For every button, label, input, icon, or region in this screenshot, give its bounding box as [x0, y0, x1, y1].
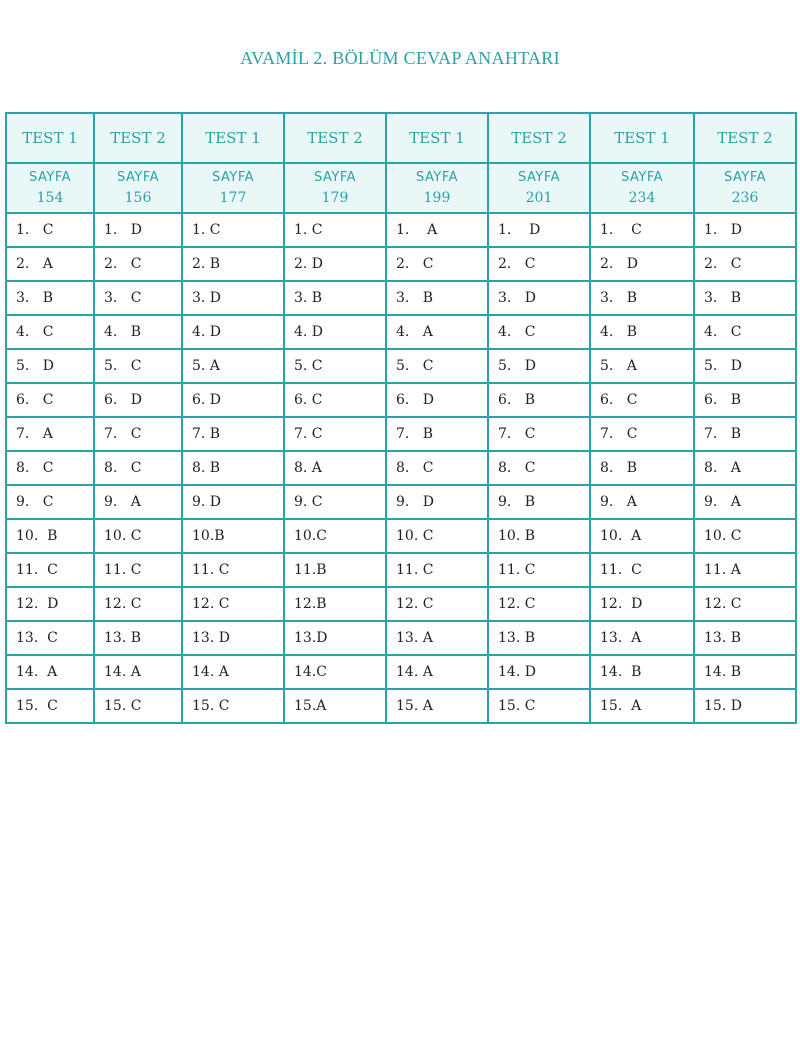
answer-cell: 8. B	[182, 451, 284, 485]
answer-cell: 1. A	[386, 213, 488, 247]
answer-cell: 7. A	[6, 417, 94, 451]
test-header-row	[6, 113, 796, 163]
test-label: TEST 2	[94, 113, 182, 163]
table-row	[6, 417, 796, 451]
answer-cell: 4. D	[182, 315, 284, 349]
answer-cell: 12. C	[694, 587, 796, 621]
answer-cell: 4. C	[6, 315, 94, 349]
page-number: 236	[731, 190, 759, 206]
page-number: 154	[36, 190, 64, 206]
answer-cell: 13. A	[386, 621, 488, 655]
answer-key-table	[5, 112, 797, 724]
answer-cell: 13.D	[284, 621, 386, 655]
test-label: TEST 2	[284, 113, 386, 163]
table-row	[6, 587, 796, 621]
answer-cell: 13. A	[590, 621, 694, 655]
page-header-cell	[386, 163, 488, 213]
answer-cell: 7. C	[94, 417, 182, 451]
answer-cell: 6. C	[590, 383, 694, 417]
table-row	[6, 655, 796, 689]
answer-cell: 14. B	[694, 655, 796, 689]
answer-cell: 12. C	[94, 587, 182, 621]
answer-cell: 12. D	[590, 587, 694, 621]
answer-cell: 10. B	[6, 519, 94, 553]
answer-cell: 15. D	[694, 689, 796, 723]
sayfa-label: SAYFA	[724, 170, 766, 185]
page-number: 156	[124, 190, 152, 206]
sayfa-label: SAYFA	[518, 170, 560, 185]
answer-cell: 3. D	[182, 281, 284, 315]
answer-cell: 9. C	[6, 485, 94, 519]
table-row	[6, 383, 796, 417]
answer-cell: 2. B	[182, 247, 284, 281]
page-header-cell	[182, 163, 284, 213]
answer-cell: 12.B	[284, 587, 386, 621]
answer-cell: 5. D	[6, 349, 94, 383]
answer-cell: 2. D	[284, 247, 386, 281]
answer-rows	[6, 213, 796, 723]
answer-cell: 12. C	[386, 587, 488, 621]
answer-cell: 7. B	[182, 417, 284, 451]
table-row	[6, 689, 796, 723]
answer-cell: 3. D	[488, 281, 590, 315]
test-label: TEST 1	[6, 113, 94, 163]
page-title: AVAMİL 2. BÖLÜM CEVAP ANAHTARI	[240, 48, 560, 68]
answer-cell: 8. B	[590, 451, 694, 485]
page-header-cell	[488, 163, 590, 213]
answer-cell: 8. A	[284, 451, 386, 485]
answer-cell: 5. C	[94, 349, 182, 383]
answer-cell: 7. B	[386, 417, 488, 451]
answer-cell: 7. C	[284, 417, 386, 451]
table-row	[6, 315, 796, 349]
answer-cell: 5. A	[590, 349, 694, 383]
answer-cell: 14. B	[590, 655, 694, 689]
answer-cell: 15.A	[284, 689, 386, 723]
answer-cell: 3. B	[694, 281, 796, 315]
answer-cell: 11. C	[590, 553, 694, 587]
answer-cell: 14. A	[386, 655, 488, 689]
answer-cell: 1. C	[182, 213, 284, 247]
answer-cell: 3. B	[284, 281, 386, 315]
answer-cell: 1. D	[94, 213, 182, 247]
answer-cell: 6. D	[94, 383, 182, 417]
table-row	[6, 213, 796, 247]
answer-cell: 7. C	[590, 417, 694, 451]
answer-cell: 6. C	[284, 383, 386, 417]
table-row	[6, 349, 796, 383]
answer-cell: 11. C	[386, 553, 488, 587]
answer-cell: 15. C	[6, 689, 94, 723]
answer-cell: 2. C	[386, 247, 488, 281]
answer-cell: 9. A	[694, 485, 796, 519]
answer-cell: 8. C	[488, 451, 590, 485]
answer-cell: 2. D	[590, 247, 694, 281]
answer-cell: 5. C	[386, 349, 488, 383]
answer-cell: 6. D	[182, 383, 284, 417]
answer-cell: 13. C	[6, 621, 94, 655]
answer-cell: 13. D	[182, 621, 284, 655]
sayfa-label: SAYFA	[416, 170, 458, 185]
answer-cell: 7. C	[488, 417, 590, 451]
page-number: 199	[423, 190, 451, 206]
answer-cell: 14. A	[182, 655, 284, 689]
answer-cell: 10.C	[284, 519, 386, 553]
answer-cell: 3. B	[6, 281, 94, 315]
answer-cell: 9. A	[94, 485, 182, 519]
answer-cell: 11. C	[488, 553, 590, 587]
answer-cell: 1. D	[694, 213, 796, 247]
answer-cell: 11. C	[182, 553, 284, 587]
page-header-cell	[694, 163, 796, 213]
answer-cell: 7. B	[694, 417, 796, 451]
table-row	[6, 451, 796, 485]
answer-cell: 3. B	[386, 281, 488, 315]
answer-cell: 6. C	[6, 383, 94, 417]
answer-cell: 10. A	[590, 519, 694, 553]
answer-cell: 9. B	[488, 485, 590, 519]
answer-cell: 4. C	[694, 315, 796, 349]
answer-cell: 1. C	[590, 213, 694, 247]
table-row	[6, 553, 796, 587]
sayfa-label: SAYFA	[621, 170, 663, 185]
answer-cell: 11.B	[284, 553, 386, 587]
answer-cell: 2. C	[488, 247, 590, 281]
answer-cell: 13. B	[694, 621, 796, 655]
answer-cell: 12. C	[182, 587, 284, 621]
answer-cell: 6. D	[386, 383, 488, 417]
test-label: TEST 1	[386, 113, 488, 163]
answer-cell: 15. A	[386, 689, 488, 723]
answer-cell: 10.B	[182, 519, 284, 553]
answer-cell: 2. C	[694, 247, 796, 281]
answer-cell: 6. B	[694, 383, 796, 417]
answer-cell: 8. A	[694, 451, 796, 485]
answer-cell: 14. A	[94, 655, 182, 689]
answer-cell: 14. A	[6, 655, 94, 689]
answer-cell: 11. A	[694, 553, 796, 587]
answer-cell: 10. C	[694, 519, 796, 553]
page-number: 179	[321, 190, 349, 206]
table-row	[6, 621, 796, 655]
answer-cell: 1. C	[6, 213, 94, 247]
answer-cell: 11. C	[6, 553, 94, 587]
answer-cell: 3. B	[590, 281, 694, 315]
answer-cell: 4. B	[590, 315, 694, 349]
test-label: TEST 1	[182, 113, 284, 163]
table-row	[6, 281, 796, 315]
sayfa-label: SAYFA	[212, 170, 254, 185]
table-row	[6, 247, 796, 281]
page-number: 201	[525, 190, 553, 206]
answer-cell: 14.C	[284, 655, 386, 689]
answer-cell: 15. C	[182, 689, 284, 723]
answer-cell: 12. D	[6, 587, 94, 621]
test-label: TEST 1	[590, 113, 694, 163]
answer-cell: 4. B	[94, 315, 182, 349]
test-label: TEST 2	[694, 113, 796, 163]
answer-cell: 8. C	[386, 451, 488, 485]
sayfa-label: SAYFA	[314, 170, 356, 185]
table-row	[6, 485, 796, 519]
answer-cell: 10. B	[488, 519, 590, 553]
answer-cell: 8. C	[6, 451, 94, 485]
answer-cell: 9. D	[386, 485, 488, 519]
page-number: 234	[628, 190, 656, 206]
page-number: 177	[219, 190, 247, 206]
answer-cell: 4. D	[284, 315, 386, 349]
answer-cell: 1. D	[488, 213, 590, 247]
answer-cell: 3. C	[94, 281, 182, 315]
answer-cell: 6. B	[488, 383, 590, 417]
answer-cell: 2. A	[6, 247, 94, 281]
answer-cell: 15. A	[590, 689, 694, 723]
answer-cell: 12. C	[488, 587, 590, 621]
answer-cell: 5. D	[488, 349, 590, 383]
answer-cell: 11. C	[94, 553, 182, 587]
answer-cell: 14. D	[488, 655, 590, 689]
answer-cell: 15. C	[94, 689, 182, 723]
answer-cell: 5. A	[182, 349, 284, 383]
answer-cell: 1. C	[284, 213, 386, 247]
test-label: TEST 2	[488, 113, 590, 163]
answer-cell: 10. C	[94, 519, 182, 553]
answer-cell: 4. A	[386, 315, 488, 349]
answer-cell: 13. B	[94, 621, 182, 655]
answer-cell: 5. D	[694, 349, 796, 383]
answer-cell: 8. C	[94, 451, 182, 485]
page-header-cell	[6, 163, 94, 213]
answer-cell: 13. B	[488, 621, 590, 655]
answer-cell: 9. C	[284, 485, 386, 519]
answer-cell: 10. C	[386, 519, 488, 553]
answer-cell: 5. C	[284, 349, 386, 383]
answer-cell: 4. C	[488, 315, 590, 349]
table-row	[6, 519, 796, 553]
answer-cell: 2. C	[94, 247, 182, 281]
page-header-cell	[284, 163, 386, 213]
answer-cell: 9. A	[590, 485, 694, 519]
page-header-cell	[590, 163, 694, 213]
page-header-row	[6, 163, 796, 213]
page-header-cell	[94, 163, 182, 213]
sayfa-label: SAYFA	[117, 170, 159, 185]
sayfa-label: SAYFA	[29, 170, 71, 185]
answer-cell: 15. C	[488, 689, 590, 723]
answer-cell: 9. D	[182, 485, 284, 519]
